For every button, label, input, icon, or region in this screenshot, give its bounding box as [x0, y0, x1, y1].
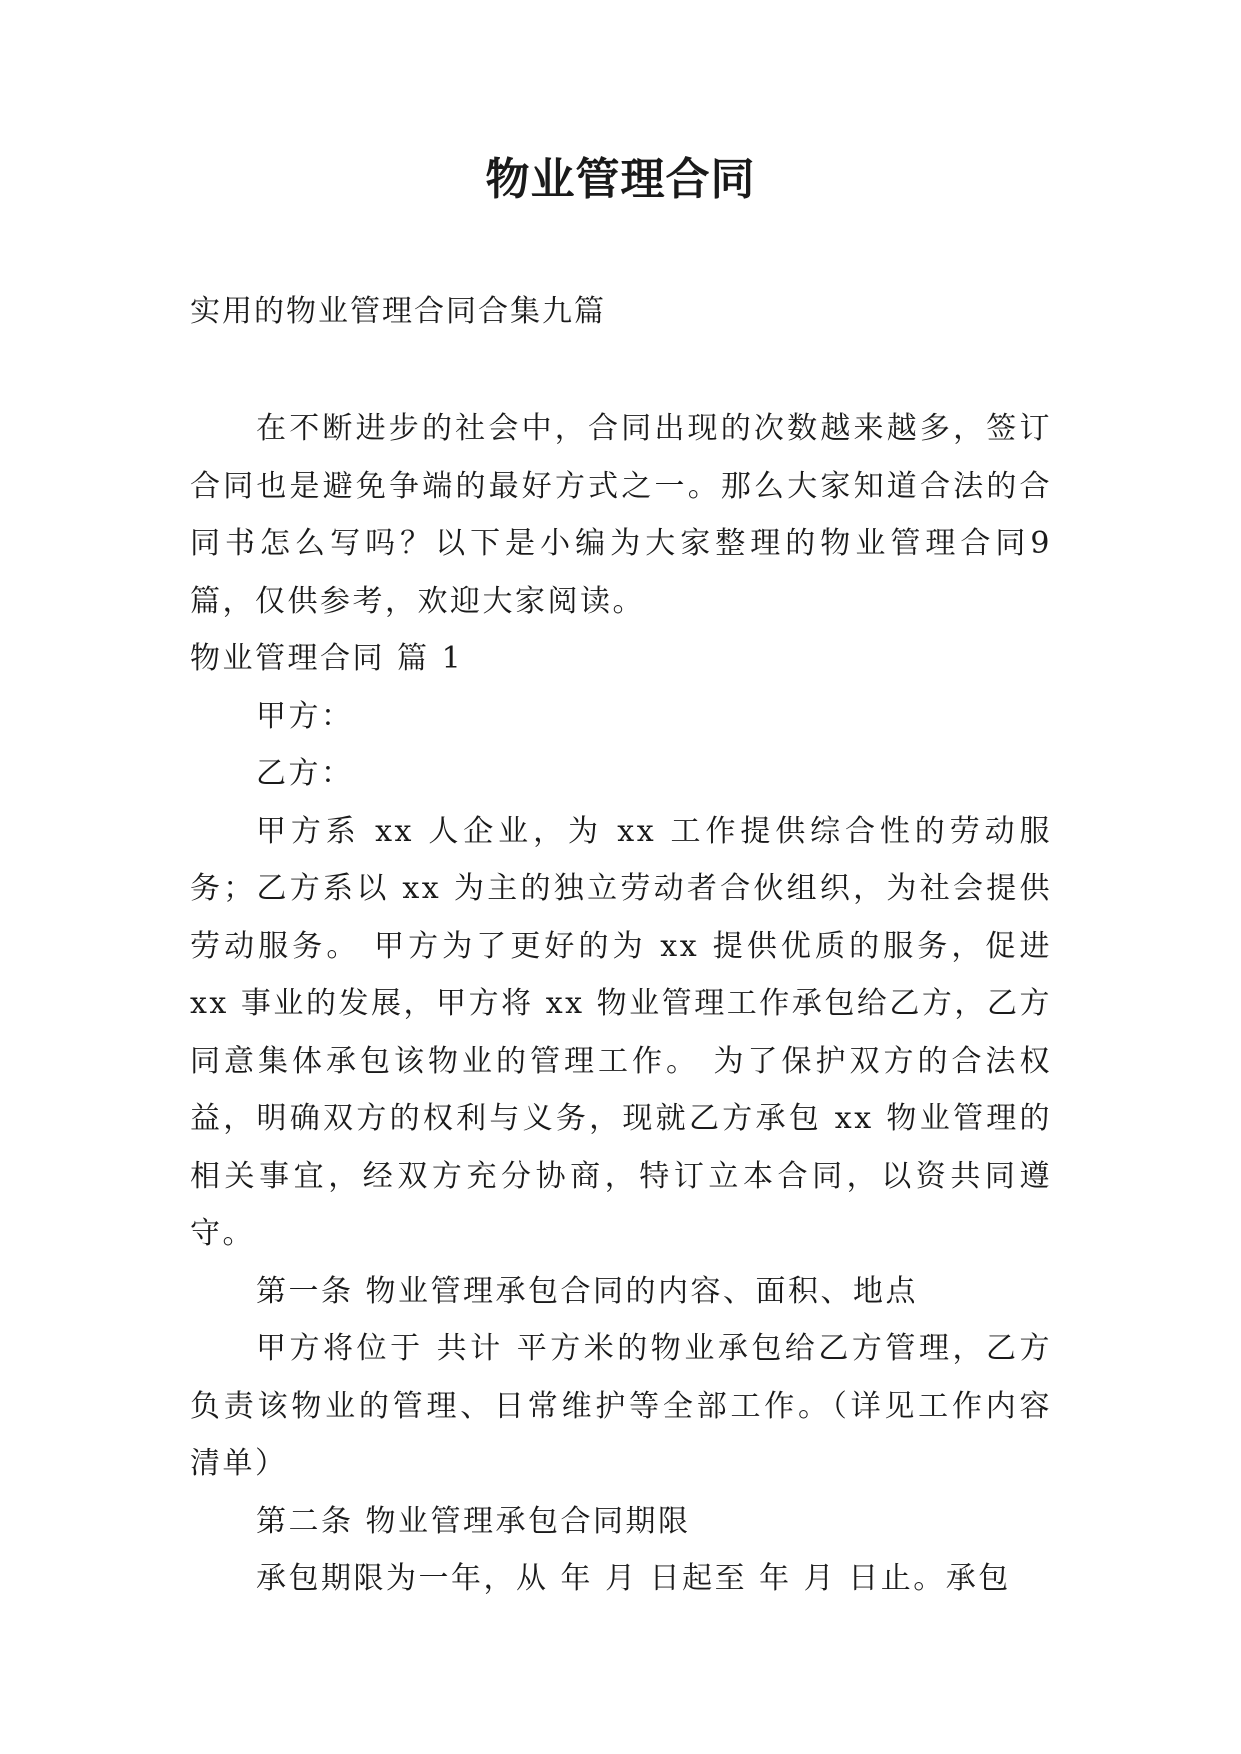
document-body: [190, 400, 1052, 1608]
article-2-heading: 第二条 物业管理承包合同期限: [256, 1503, 691, 1539]
section-heading: 物业管理合同 篇 1: [190, 641, 464, 676]
intro-paragraph: 在不断进步的社会中，合同出现的次数越来越多，签订合同也是避免争端的最好方式之一。那么大家知道合法的合同书怎么写吗？以下是小编为大家整理的物业管理合同9篇，仅供参考，欢迎大家阅读。: [190, 411, 1052, 619]
preamble-paragraph: 甲方系 xx 人企业，为 xx 工作提供综合性的劳动服务；乙方系以 xx 为主的独立劳动者合伙组织，为社会提供劳动服务。 甲方为了更好的为 xx 提供优质的服务，促进 xx 事业的发展，甲方将 xx 物业管理工作承包给乙方，乙方同意集体承包该物业的管理工作。 为了保护双方的合法权益，明确双方的权利与义务，现就乙方承包 xx 物业管理的相关事宜，经双方充分协商，特订立本合同，以资共同遵守。: [190, 813, 1052, 1251]
document-subtitle: 实用的物业管理合同合集九篇: [190, 294, 606, 329]
party-b-line: 乙方：: [256, 756, 354, 791]
article-2-paragraph: 承包期限为一年，从 年 月 日起至 年 月 日止。承包: [256, 1561, 1011, 1596]
article-1-paragraph: 甲方将位于 共计 平方米的物业承包给乙方管理，乙方负责该物业的管理、日常维护等全部工作。（详见工作内容清单）: [190, 1331, 1052, 1481]
document-title: 物业管理合同: [485, 154, 756, 205]
party-a-line: 甲方：: [256, 698, 354, 734]
article-1-heading: 第一条 物业管理承包合同的内容、面积、地点: [256, 1273, 919, 1309]
